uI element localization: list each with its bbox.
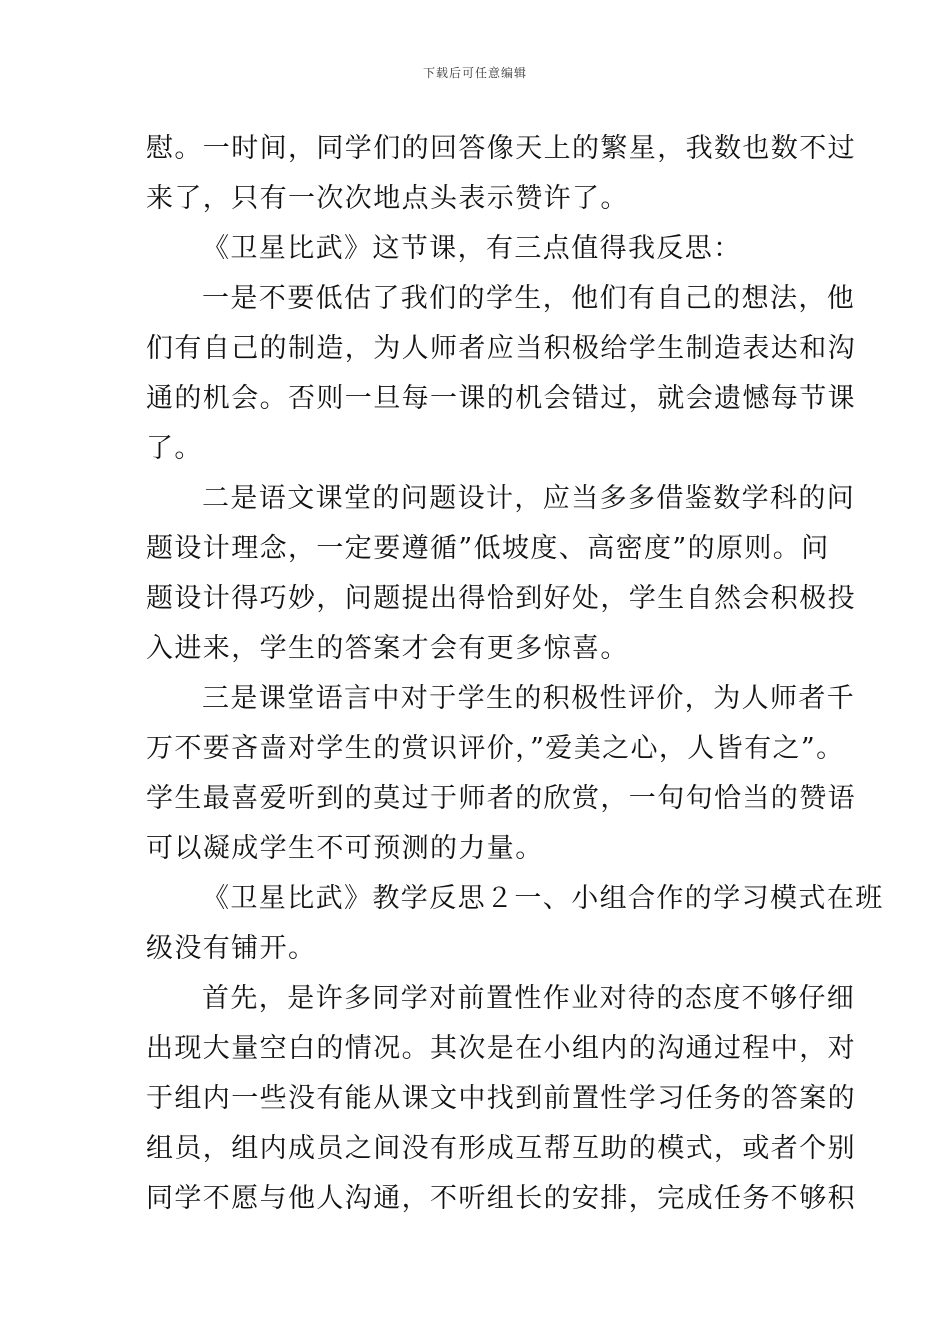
text-line: 来了，只有一次次地点头表示赞许了。 <box>146 183 629 214</box>
text-line: 可以凝成学生不可预测的力量。 <box>146 833 544 864</box>
text-line: 万不要吝啬对学生的赏识评价，”爱美之心，人皆有之”。 <box>146 733 845 764</box>
paragraph-start-line: 二是语文课堂的问题设计，应当多多借鉴数学科的问 <box>202 483 856 514</box>
document-body <box>146 124 884 1224</box>
text-line: 题设计理念，一定要遵循”低坡度、高密度”的原则。问 <box>146 533 830 564</box>
text-line: 级没有铺开。 <box>146 933 317 964</box>
text-line: 学生最喜爱听到的莫过于师者的欣赏，一句句恰当的赞语 <box>146 783 856 814</box>
text-line: 出现大量空白的情况。其次是在小组内的沟通过程中，对 <box>146 1033 856 1064</box>
paragraph-start-line: 《卫星比武》教学反思２一、小组合作的学习模式在班 <box>202 883 884 914</box>
paragraph-start-line: 一是不要低估了我们的学生，他们有自己的想法，他 <box>202 283 856 314</box>
text-line: 们有自己的制造，为人师者应当积极给学生制造表达和沟 <box>146 333 856 364</box>
page-header: 下载后可任意编辑 <box>422 66 527 80</box>
text-line: 慰。一时间，同学们的回答像天上的繁星，我数也数不过 <box>146 133 856 164</box>
paragraph-start-line: 《卫星比武》这节课，有三点值得我反思： <box>202 233 742 264</box>
text-line: 同学不愿与他人沟通，不听组长的安排，完成任务不够积 <box>146 1183 856 1214</box>
text-line: 于组内一些没有能从课文中找到前置性学习任务的答案的 <box>146 1083 856 1114</box>
text-line: 题设计得巧妙，问题提出得恰到好处，学生自然会积极投 <box>146 583 856 614</box>
text-line: 入进来，学生的答案才会有更多惊喜。 <box>146 633 629 664</box>
paragraph-start-line: 三是课堂语言中对于学生的积极性评价，为人师者千 <box>202 683 856 714</box>
text-line: 了。 <box>146 433 203 464</box>
text-line: 组员，组内成员之间没有形成互帮互助的模式，或者个别 <box>146 1133 856 1164</box>
paragraph-start-line: 首先，是许多同学对前置性作业对待的态度不够仔细 <box>202 983 856 1014</box>
text-line: 通的机会。否则一旦每一课的机会错过，就会遗憾每节课 <box>146 383 856 414</box>
